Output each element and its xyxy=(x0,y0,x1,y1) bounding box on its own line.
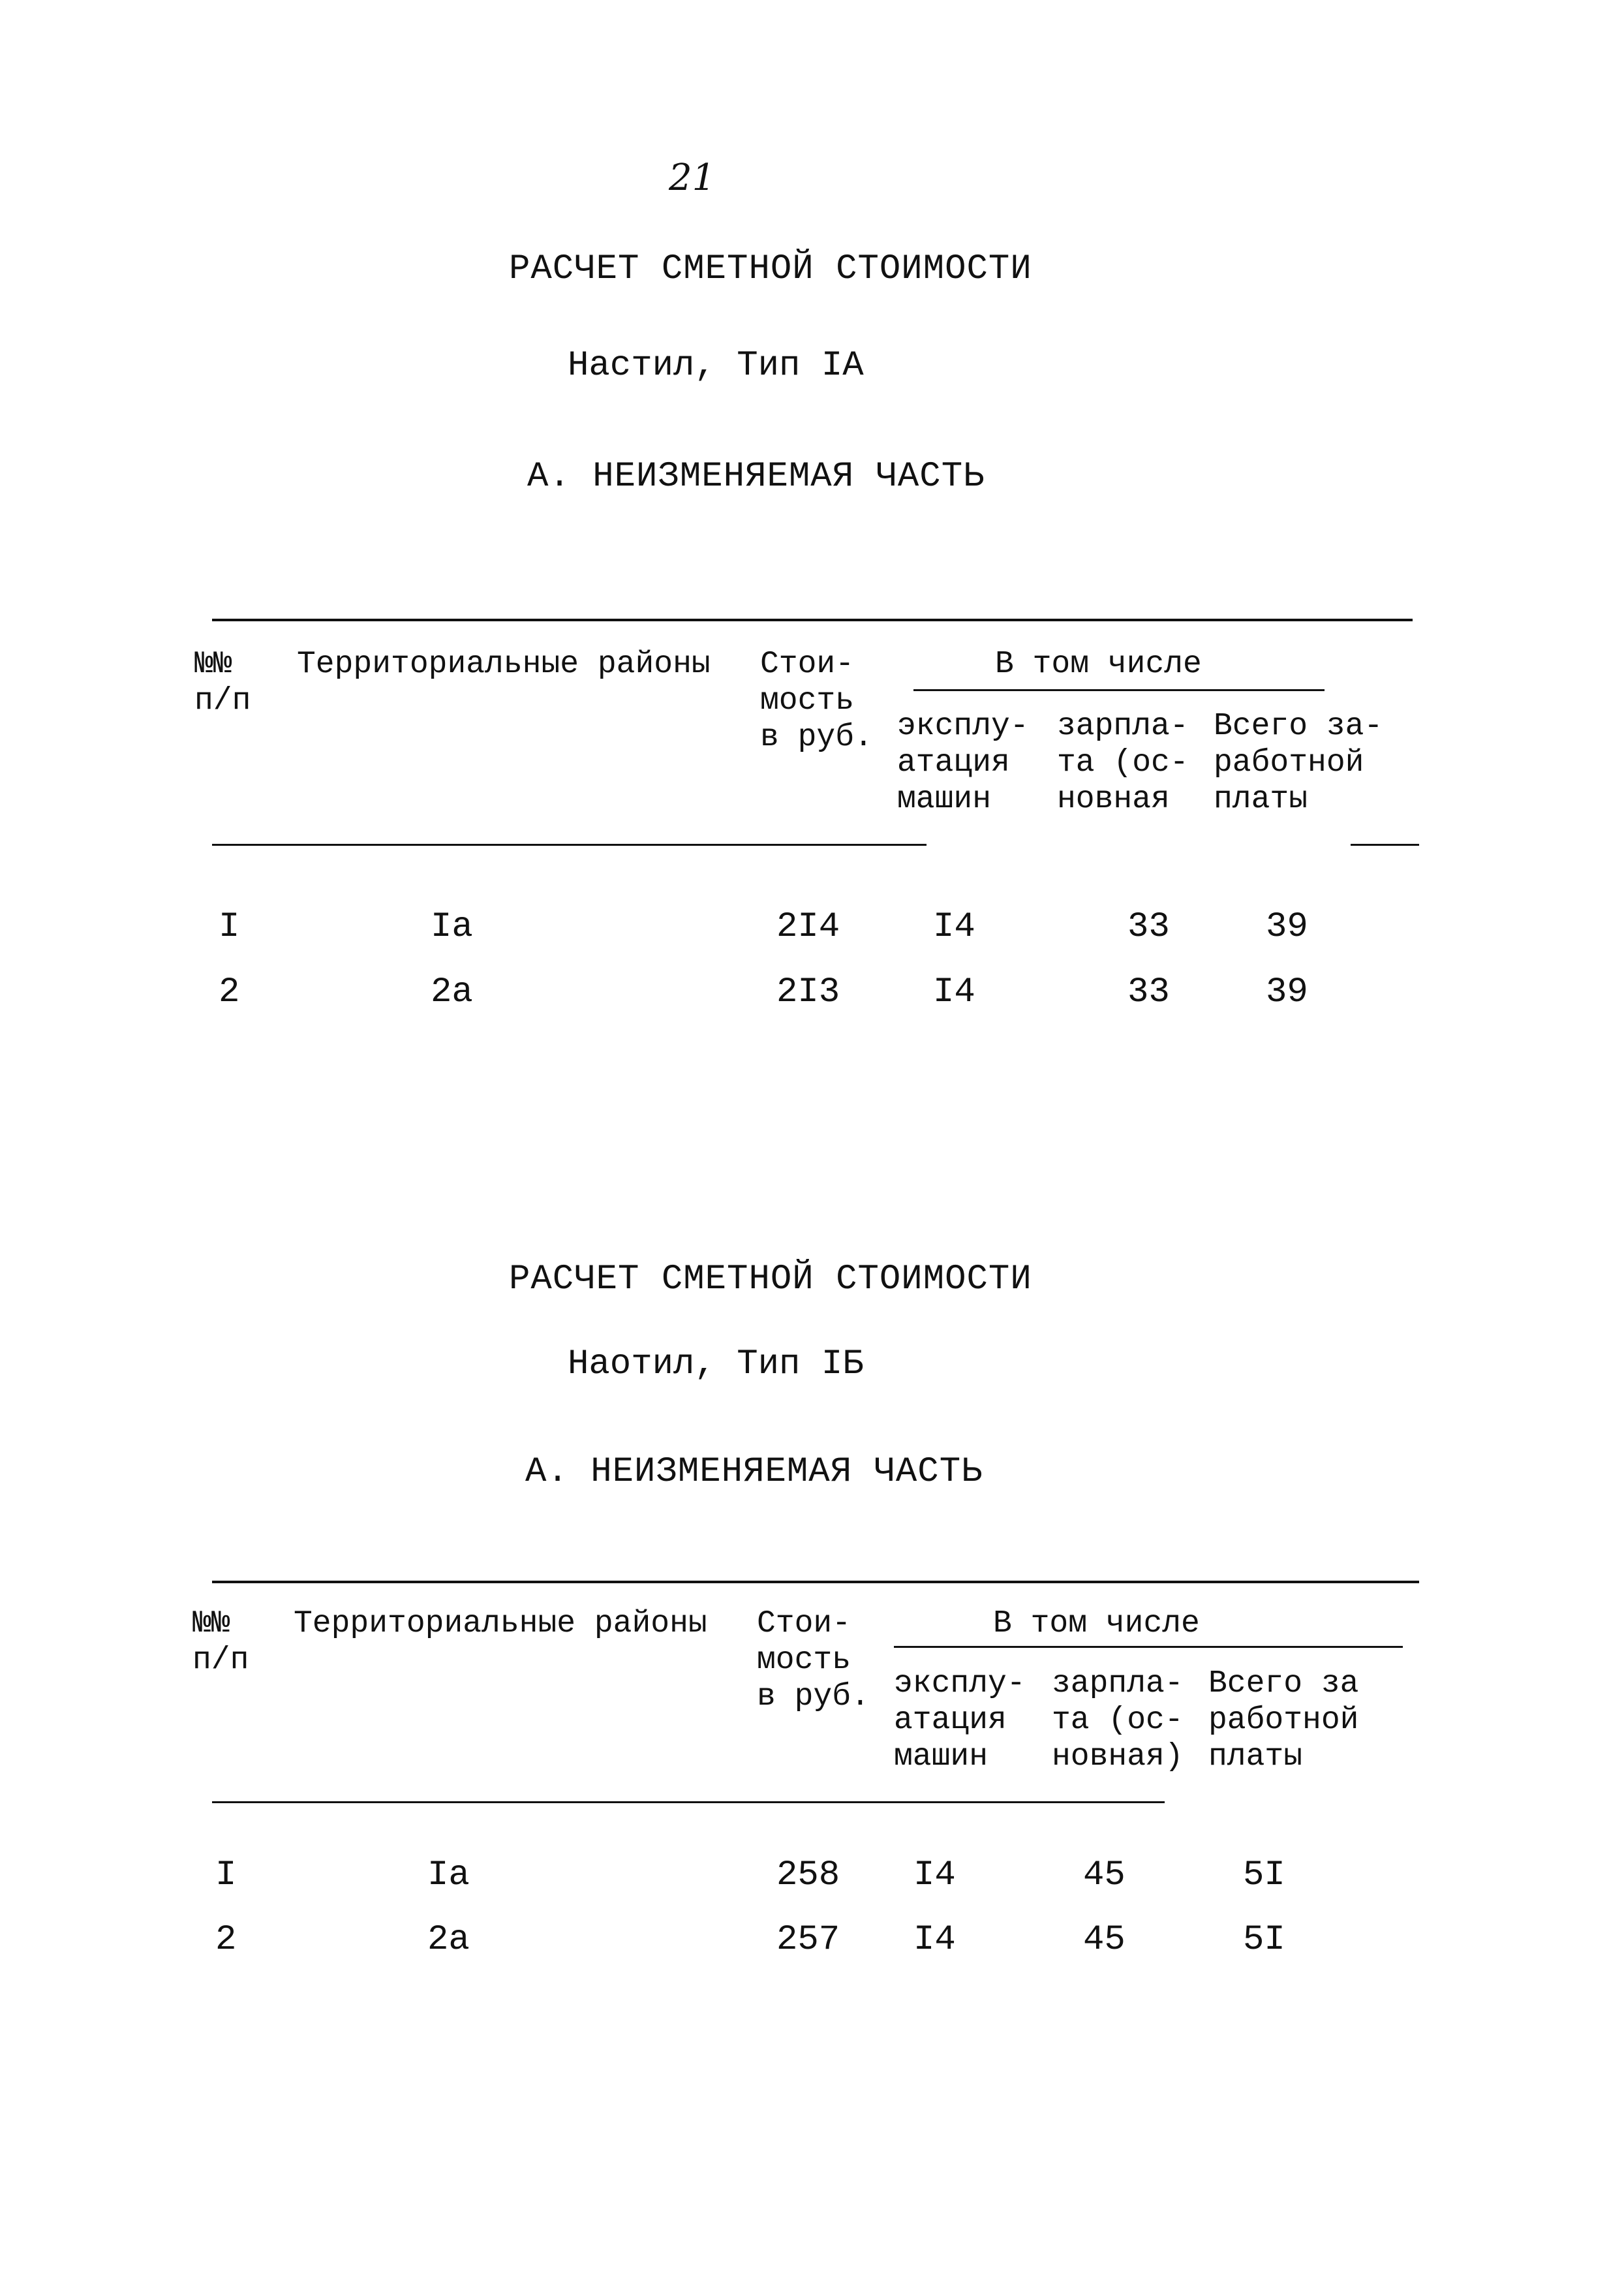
cell-cost: 2I3 xyxy=(776,972,840,1012)
header-num-line: п/п xyxy=(194,683,251,719)
header-total-salary-line: платы xyxy=(1214,782,1308,817)
cell-machines: I4 xyxy=(933,972,975,1012)
header-num-line: №№ xyxy=(192,1606,230,1641)
group-underline xyxy=(894,1646,1403,1648)
header-num xyxy=(192,1605,249,1679)
cell-cost: 258 xyxy=(776,1855,840,1895)
header-salary xyxy=(1052,1665,1184,1775)
header-cost-line: в руб. xyxy=(757,1679,870,1714)
header-machines xyxy=(894,1665,1026,1775)
header-cost-line: в руб. xyxy=(760,720,873,755)
table-top-rule xyxy=(212,619,1413,621)
table-row xyxy=(0,1855,1624,1901)
header-machines-line: атация xyxy=(897,745,1010,781)
header-salary-line: та (ос- xyxy=(1052,1703,1184,1738)
section-title: РАСЧЕТ СМЕТНОЙ СТОИМОСТИ xyxy=(509,1260,1032,1299)
header-cost-line: мость xyxy=(760,683,855,719)
cell-district: 2а xyxy=(431,972,473,1012)
table-row xyxy=(0,907,1624,953)
header-salary xyxy=(1057,708,1189,818)
header-machines-line: эксплу- xyxy=(897,709,1029,744)
page-number: 21 xyxy=(669,157,716,199)
cell-salary: 45 xyxy=(1083,1855,1126,1895)
cell-num: I xyxy=(215,1855,237,1895)
table-top-rule xyxy=(212,1581,1419,1583)
cell-num: I xyxy=(219,907,240,947)
cell-salary: 45 xyxy=(1083,1920,1126,1960)
header-cost xyxy=(760,646,873,756)
header-num xyxy=(194,646,251,719)
header-cost-line: Стои- xyxy=(757,1606,851,1641)
header-salary-line: новная) xyxy=(1052,1739,1184,1774)
header-total-salary xyxy=(1214,708,1383,818)
header-salary-line: та (ос- xyxy=(1057,745,1189,781)
header-cost xyxy=(757,1605,870,1715)
header-total-salary xyxy=(1208,1665,1358,1775)
cell-num: 2 xyxy=(219,972,240,1012)
header-total-salary-line: работной xyxy=(1208,1703,1359,1738)
header-total-salary-line: работной xyxy=(1214,745,1364,781)
section-subtitle: Наотил, Тип IБ xyxy=(568,1344,864,1384)
header-machines xyxy=(897,708,1029,818)
header-machines-line: эксплу- xyxy=(894,1666,1026,1701)
cell-total-salary: 39 xyxy=(1266,907,1308,947)
header-num-line: п/п xyxy=(192,1643,249,1678)
cell-machines: I4 xyxy=(933,907,975,947)
cell-cost: 2I4 xyxy=(776,907,840,947)
section-subtitle: Настил, Тип IА xyxy=(568,346,864,386)
header-total-salary-line: Всего за xyxy=(1208,1666,1359,1701)
header-group: В том числе xyxy=(993,1606,1200,1641)
table-row xyxy=(0,1920,1624,1966)
header-machines-line: машин xyxy=(894,1739,988,1774)
header-total-salary-line: Всего за- xyxy=(1214,709,1383,744)
cell-total-salary: 39 xyxy=(1266,972,1308,1012)
cell-num: 2 xyxy=(215,1920,237,1960)
cell-machines: I4 xyxy=(913,1855,956,1895)
header-cost-line: мость xyxy=(757,1643,851,1678)
cell-total-salary: 5I xyxy=(1243,1920,1285,1960)
cell-machines: I4 xyxy=(913,1920,956,1960)
header-group: В том числе xyxy=(995,647,1202,682)
cell-cost: 257 xyxy=(776,1920,840,1960)
group-underline xyxy=(913,689,1325,691)
header-bottom-rule xyxy=(212,1801,1165,1803)
header-salary-line: зарпла- xyxy=(1052,1666,1184,1701)
cell-district: Iа xyxy=(427,1855,470,1895)
header-salary-line: новная xyxy=(1057,782,1170,817)
cell-district: 2а xyxy=(427,1920,470,1960)
cell-total-salary: 5I xyxy=(1243,1855,1285,1895)
section-part: А. НЕИЗМЕНЯЕМАЯ ЧАСТЬ xyxy=(525,1452,983,1492)
header-cost-line: Стои- xyxy=(760,647,855,682)
cell-district: Iа xyxy=(431,907,473,947)
header-machines-line: атация xyxy=(894,1703,1007,1738)
header-bottom-rule-tail xyxy=(1351,844,1419,846)
header-total-salary-line: платы xyxy=(1208,1739,1303,1774)
header-district: Территориальные районы xyxy=(294,1606,707,1641)
header-machines-line: машин xyxy=(897,782,992,817)
cell-salary: 33 xyxy=(1127,972,1170,1012)
header-salary-line: зарпла- xyxy=(1057,709,1189,744)
table-row xyxy=(0,972,1624,1018)
header-district: Территориальные районы xyxy=(297,647,711,682)
header-num-line: №№ xyxy=(194,647,232,682)
section-title: РАСЧЕТ СМЕТНОЙ СТОИМОСТИ xyxy=(509,249,1032,289)
cell-salary: 33 xyxy=(1127,907,1170,947)
header-bottom-rule xyxy=(212,844,927,846)
section-part: А. НЕИЗМЕНЯЕМАЯ ЧАСТЬ xyxy=(527,457,985,497)
